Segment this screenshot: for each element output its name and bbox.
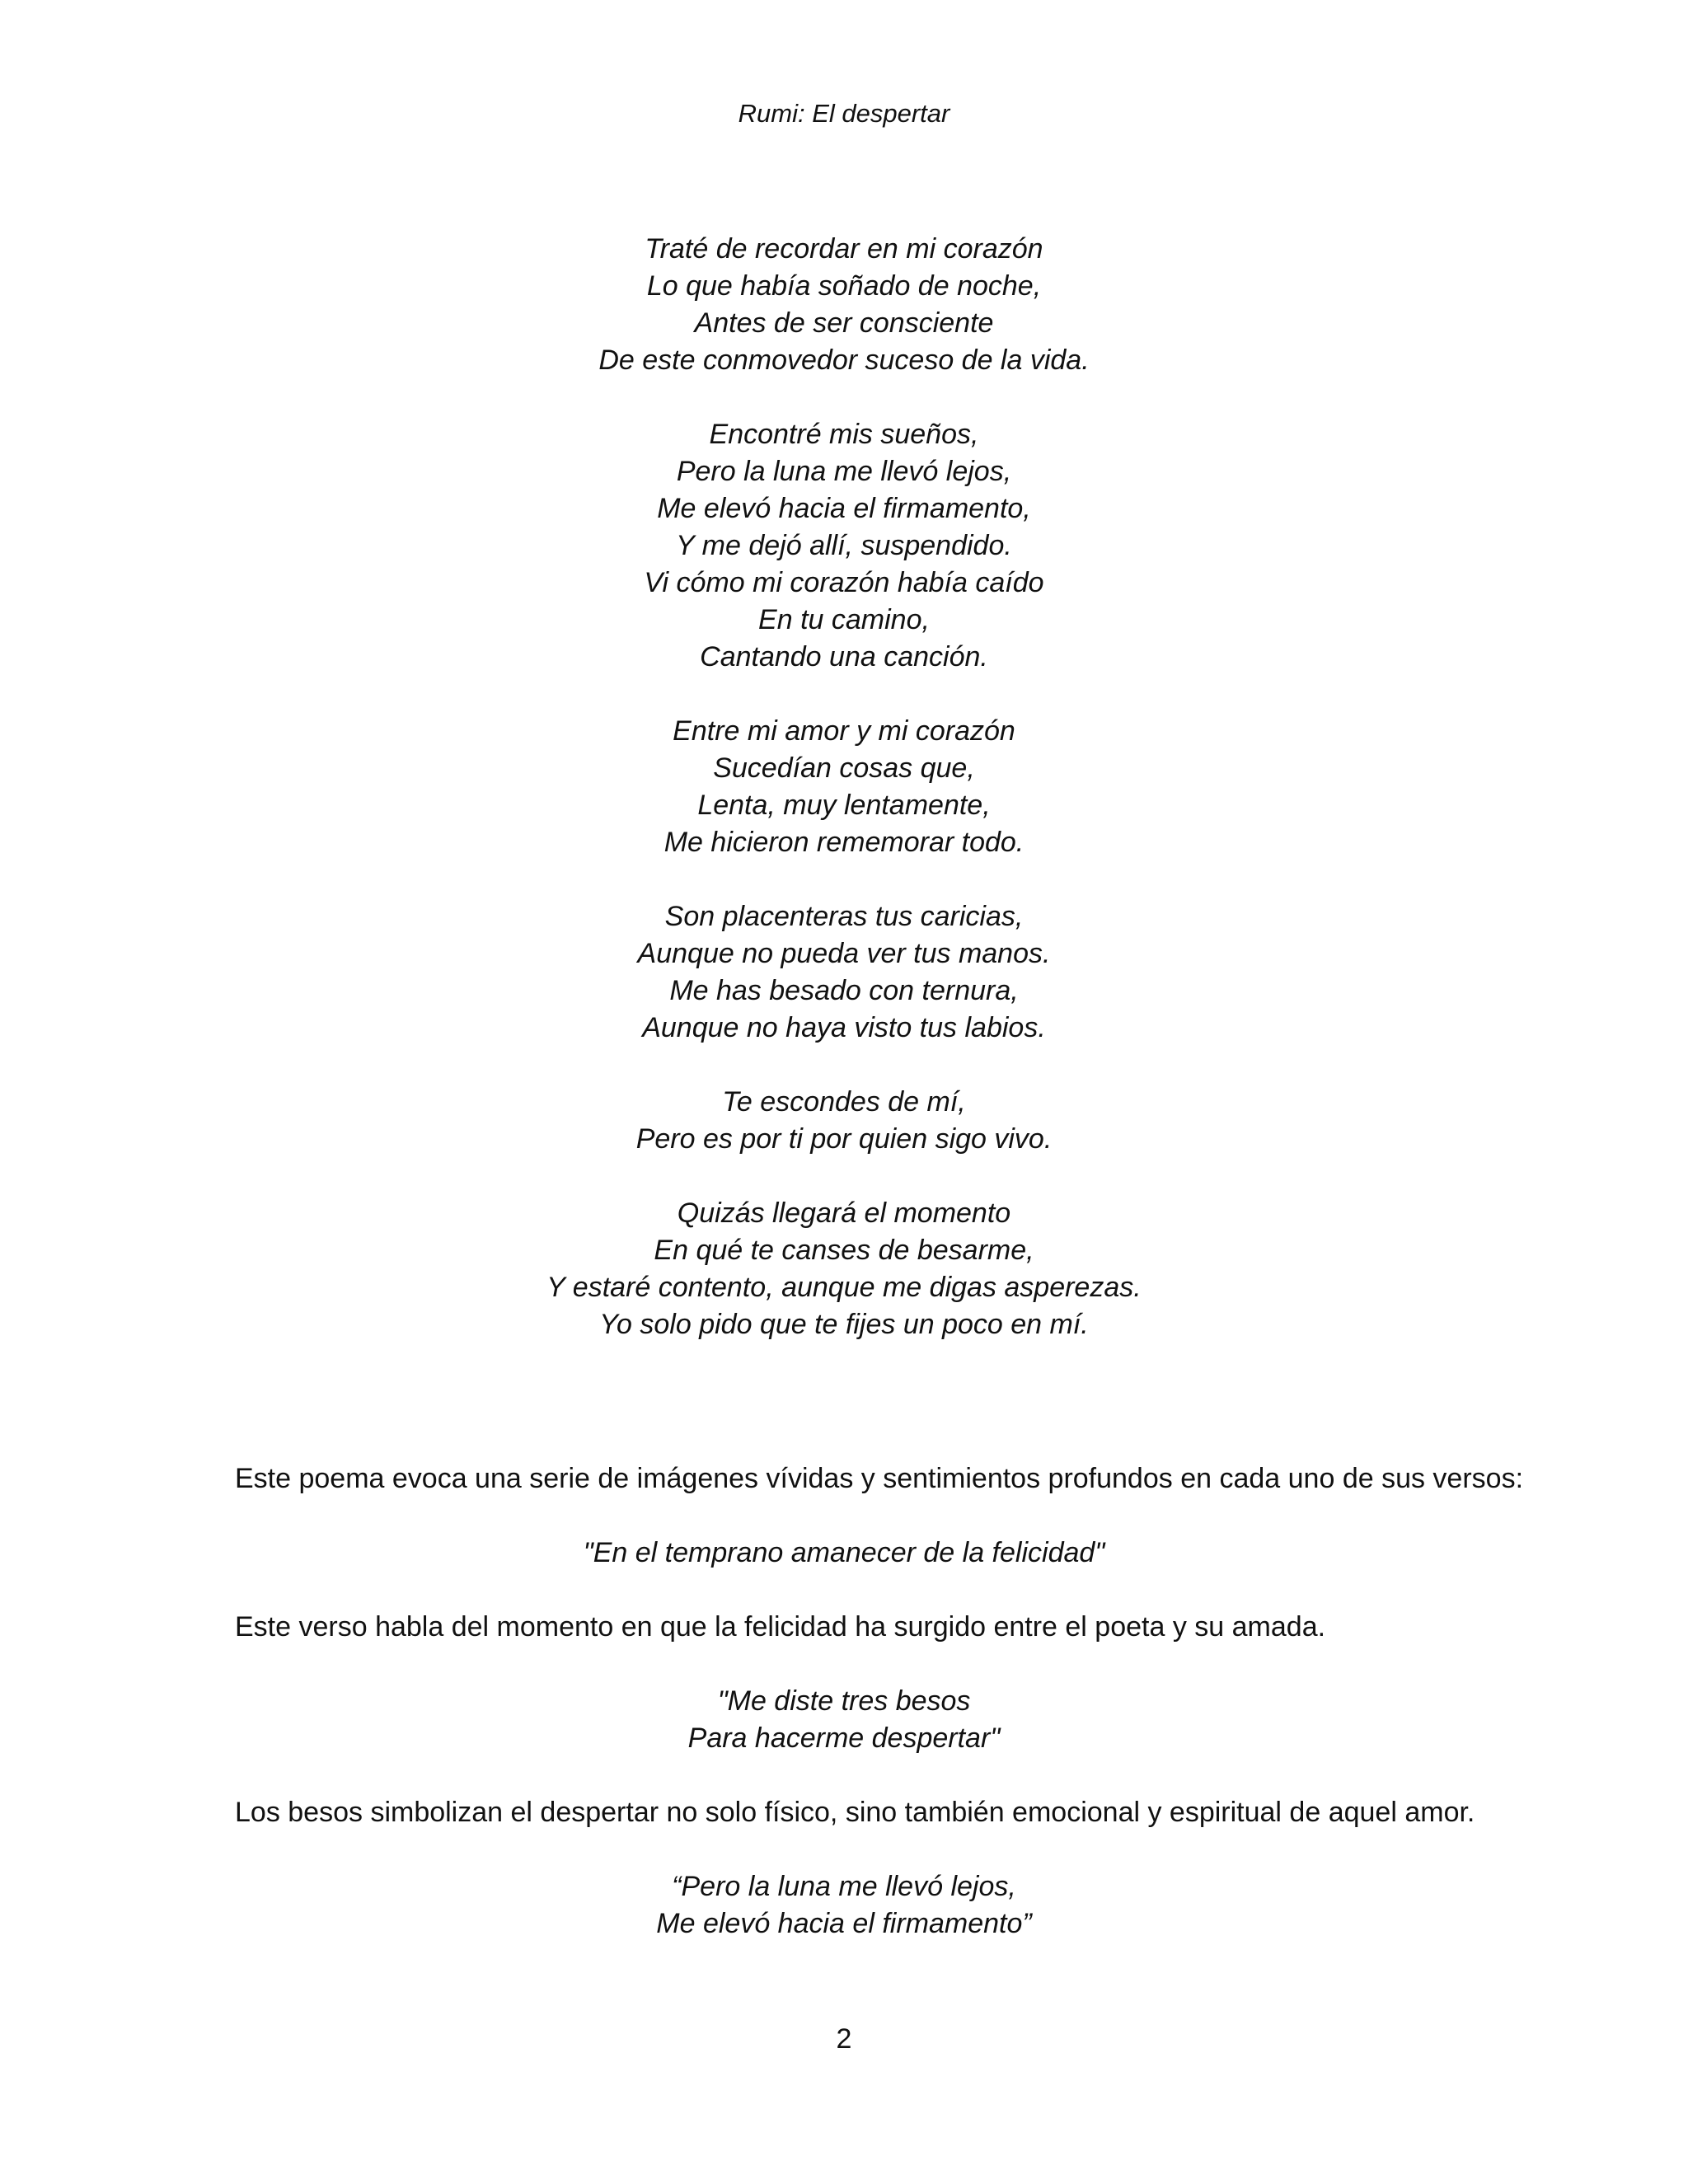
verse-line: Cantando una canción. [700,641,988,673]
poem-stanza-6 [0,1195,1688,1343]
verse-line: Lo que había soñado de noche, [646,270,1042,302]
verse-line: Entre mi amor y mi corazón [673,715,1015,747]
page-number: 2 [836,2023,852,2055]
poem-stanza-3 [0,713,1688,861]
poem [0,231,1688,1343]
verse-line: Te escondes de mí, [722,1086,966,1118]
verse-line: De este conmovedor suceso de la vida. [598,344,1090,376]
poem-stanza-5 [0,1084,1688,1158]
verse-line: Aunque no haya visto tus labios. [642,1012,1046,1043]
poem-stanza-2 [0,416,1688,676]
quoted-verse-line: "Me diste tres besos [717,1685,971,1717]
verse-line: Aunque no pueda ver tus manos. [637,938,1051,969]
verse-line: Pero la luna me llevó lejos, [676,456,1012,487]
verse-line: Pero es por ti por quien sigo vivo. [635,1123,1053,1155]
verse-line: Quizás llegará el momento [677,1197,1011,1229]
commentary-paragraph-2: Los besos simbolizan el despertar no solo físico, sino también emocional y espiritual de aquel amor. [235,1797,1475,1828]
verse-line: Me hicieron rememorar todo. [663,827,1025,858]
quoted-verse-1 [0,1535,1688,1572]
quoted-verse-line: “Pero la luna me llevó lejos, [672,1871,1016,1902]
commentary-intro: Este poema evoca una serie de imágenes vívidas y sentimientos profundos en cada uno de sus versos: [235,1463,1524,1494]
poem-stanza-1 [0,231,1688,379]
verse-line: Antes de ser consciente [694,307,994,339]
verse-line: Y me dejó allí, suspendido. [676,530,1012,561]
poem-stanza-4 [0,898,1688,1047]
quoted-verse-line: "En el temprano amanecer de la felicidad" [583,1537,1105,1568]
verse-line: En qué te canses de besarme, [654,1235,1034,1266]
verse-line: Y estaré contento, aunque me digas asperezas. [546,1272,1142,1303]
quoted-verse-2 [0,1683,1688,1757]
verse-line: Me elevó hacia el firmamento, [657,493,1031,524]
verse-line: Encontré mis sueños, [709,419,979,450]
verse-line: Vi cómo mi corazón había caído [644,567,1044,598]
verse-line: Me has besado con ternura, [669,975,1019,1006]
running-header: Rumi: El despertar [738,99,950,128]
quoted-verse-3 [0,1868,1688,1943]
verse-line: Lenta, muy lentamente, [697,790,991,821]
verse-line: Sucedían cosas que, [713,752,975,784]
quoted-verse-line: Me elevó hacia el firmamento” [656,1908,1032,1939]
verse-line: En tu camino, [758,604,930,635]
verse-line: Yo solo pido que te fijes un poco en mí. [599,1309,1089,1340]
verse-line: Son placenteras tus caricias, [664,901,1024,932]
verse-line: Traté de recordar en mi corazón [645,233,1043,265]
quoted-verse-line: Para hacerme despertar" [687,1722,1001,1754]
commentary-paragraph-1: Este verso habla del momento en que la felicidad ha surgido entre el poeta y su amada. [235,1611,1326,1643]
commentary [235,1460,1524,1943]
